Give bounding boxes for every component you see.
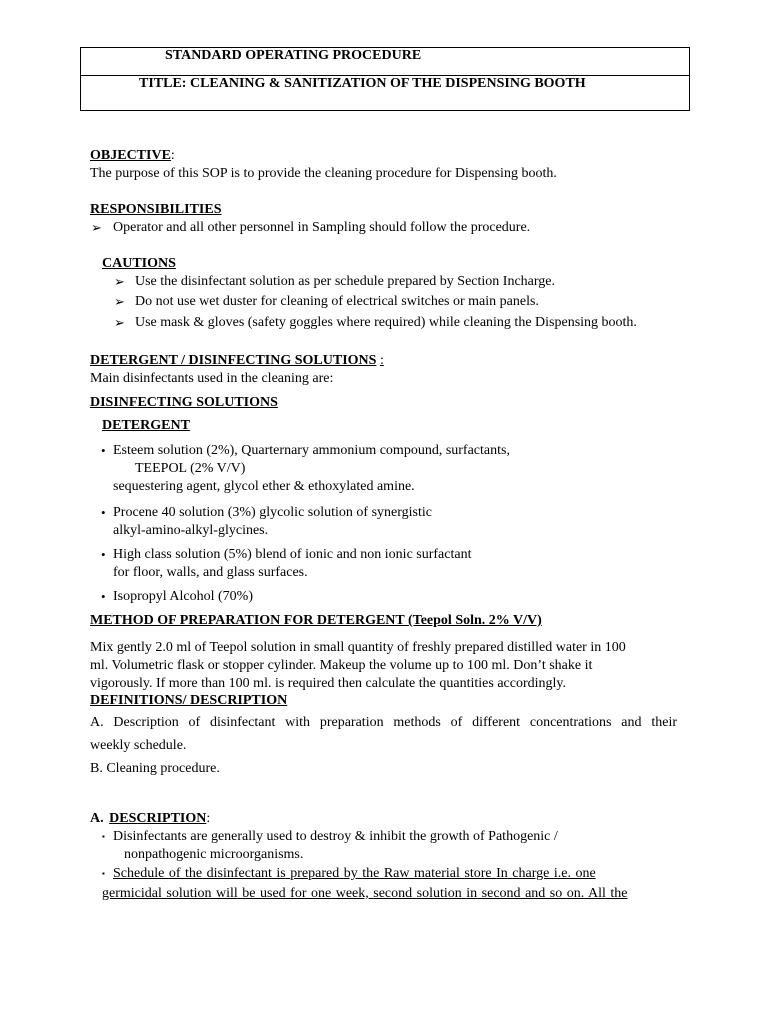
caution-item: Use mask & gloves (safety goggles where required) while cleaning the Dispensing booth. (135, 315, 637, 330)
description-schedule-line (102, 885, 627, 902)
word: the (362, 866, 380, 881)
word: charge (512, 866, 550, 881)
word: of (168, 866, 181, 881)
word: solution (416, 886, 462, 901)
word: material (414, 866, 460, 881)
word: one (311, 886, 332, 901)
word: be (242, 886, 256, 901)
detergent-item-line: sequestering agent, glycol ether & ethoxylated amine. (113, 479, 415, 494)
definitions-item-a-line: A. Description of disinfectant with preparation methods of different concentrations and their (90, 715, 677, 730)
word: and (525, 886, 546, 901)
method-text-line: vigorously. If more than 100 ml. is required then calculate the quantities accordingly. (90, 676, 566, 691)
responsibility-item: Operator and all other personnel in Sampling should follow the procedure. (113, 220, 531, 235)
method-text-line: Mix gently 2.0 ml of Teepol solution in small quantity of freshly prepared distilled water in 100 (90, 640, 626, 655)
word: the (610, 886, 628, 901)
word: Schedule (113, 866, 165, 881)
cautions-heading: CAUTIONS (102, 256, 176, 271)
word: second (373, 886, 413, 901)
word: germicidal (102, 886, 162, 901)
description-colon: : (206, 811, 211, 826)
responsibilities-heading: RESPONSIBILITIES (90, 202, 222, 217)
word: for (290, 886, 307, 901)
definitions-item-a-line: weekly schedule. (90, 738, 187, 753)
arrow-bullet-icon: ➢ (114, 274, 125, 289)
word: week, (335, 886, 369, 901)
word: is (276, 866, 286, 881)
word: All (587, 886, 606, 901)
description-item-line: Disinfectants are generally used to destroy & inhibit the growth of Pathogenic / (113, 829, 558, 844)
word: prepared (290, 866, 340, 881)
solutions-intro: Main disinfectants used in the cleaning are: (90, 371, 334, 386)
word: used (260, 886, 286, 901)
arrow-bullet-icon: ➢ (91, 220, 102, 235)
caution-item: Do not use wet duster for cleaning of electrical switches or main panels. (135, 294, 539, 309)
square-bullet-icon: ▪ (102, 869, 105, 878)
detergent-item-line: alkyl-amino-alkyl-glycines. (113, 523, 269, 538)
word: second (481, 886, 521, 901)
word: by (343, 866, 358, 881)
definitions-heading: DEFINITIONS/ DESCRIPTION (90, 693, 288, 708)
detergent-item-line: TEEPOL (2% V/V) (135, 461, 246, 476)
bullet-icon: • (101, 547, 106, 562)
detergent-item-line: Procene 40 solution (3%) glycolic solution of synergistic (113, 505, 432, 520)
objective-heading: OBJECTIVE (90, 148, 171, 163)
word: In (496, 866, 508, 881)
caution-item: Use the disinfectant solution as per schedule prepared by Section Incharge. (135, 274, 555, 289)
detergent-item-line: Isopropyl Alcohol (70%) (113, 589, 253, 604)
word: will (216, 886, 238, 901)
word: the (185, 866, 203, 881)
detergent-item-line: High class solution (5%) blend of ionic and non ionic surfactant (113, 547, 472, 562)
bullet-icon: • (101, 443, 106, 458)
word: so (549, 886, 563, 901)
description-item-line: nonpathogenic microorganisms. (124, 847, 304, 862)
word: solution (166, 886, 212, 901)
word: on. (566, 886, 585, 901)
word: Raw (383, 866, 410, 881)
description-schedule-line (113, 865, 596, 882)
detergent-heading: DETERGENT (102, 418, 190, 433)
objective-text: The purpose of this SOP is to provide the cleaning procedure for Dispensing booth. (90, 166, 557, 181)
square-bullet-icon: ▪ (102, 832, 105, 841)
detergent-item-line: Esteem solution (2%), Quarternary ammonium compound, surfactants, (113, 443, 510, 458)
method-text-line: ml. Volumetric flask or stopper cylinder. Makeup the volume up to 100 ml. Don’t shake it (90, 658, 593, 673)
detergent-item-line: for floor, walls, and glass surfaces. (113, 565, 308, 580)
disinfecting-solutions-heading: DISINFECTING SOLUTIONS (90, 395, 278, 410)
word: i.e. (553, 866, 571, 881)
arrow-bullet-icon: ➢ (114, 315, 125, 330)
solutions-colon: : (379, 353, 384, 368)
definitions-item-b: B. Cleaning procedure. (90, 761, 220, 776)
arrow-bullet-icon: ➢ (114, 294, 125, 309)
word: store (464, 866, 492, 881)
word: one (575, 866, 596, 881)
solutions-heading: DETERGENT / DISINFECTING SOLUTIONS (90, 353, 377, 368)
bullet-icon: • (101, 505, 106, 520)
bullet-icon: • (101, 589, 106, 604)
description-heading-line (90, 810, 210, 827)
solutions-heading-line (90, 352, 384, 369)
method-heading: METHOD OF PREPARATION FOR DETERGENT (Teepol Soln. 2% V/V) (90, 613, 542, 628)
word: in (466, 886, 478, 901)
description-heading: DESCRIPTION (109, 811, 207, 826)
sop-label: STANDARD OPERATING PROCEDURE (165, 48, 422, 63)
document-title: TITLE: CLEANING & SANITIZATION OF THE DISPENSING BOOTH (139, 76, 586, 91)
objective-heading-line (90, 147, 175, 164)
description-letter: A. (90, 811, 104, 826)
word: disinfectant (206, 866, 272, 881)
objective-colon: : (170, 148, 175, 163)
